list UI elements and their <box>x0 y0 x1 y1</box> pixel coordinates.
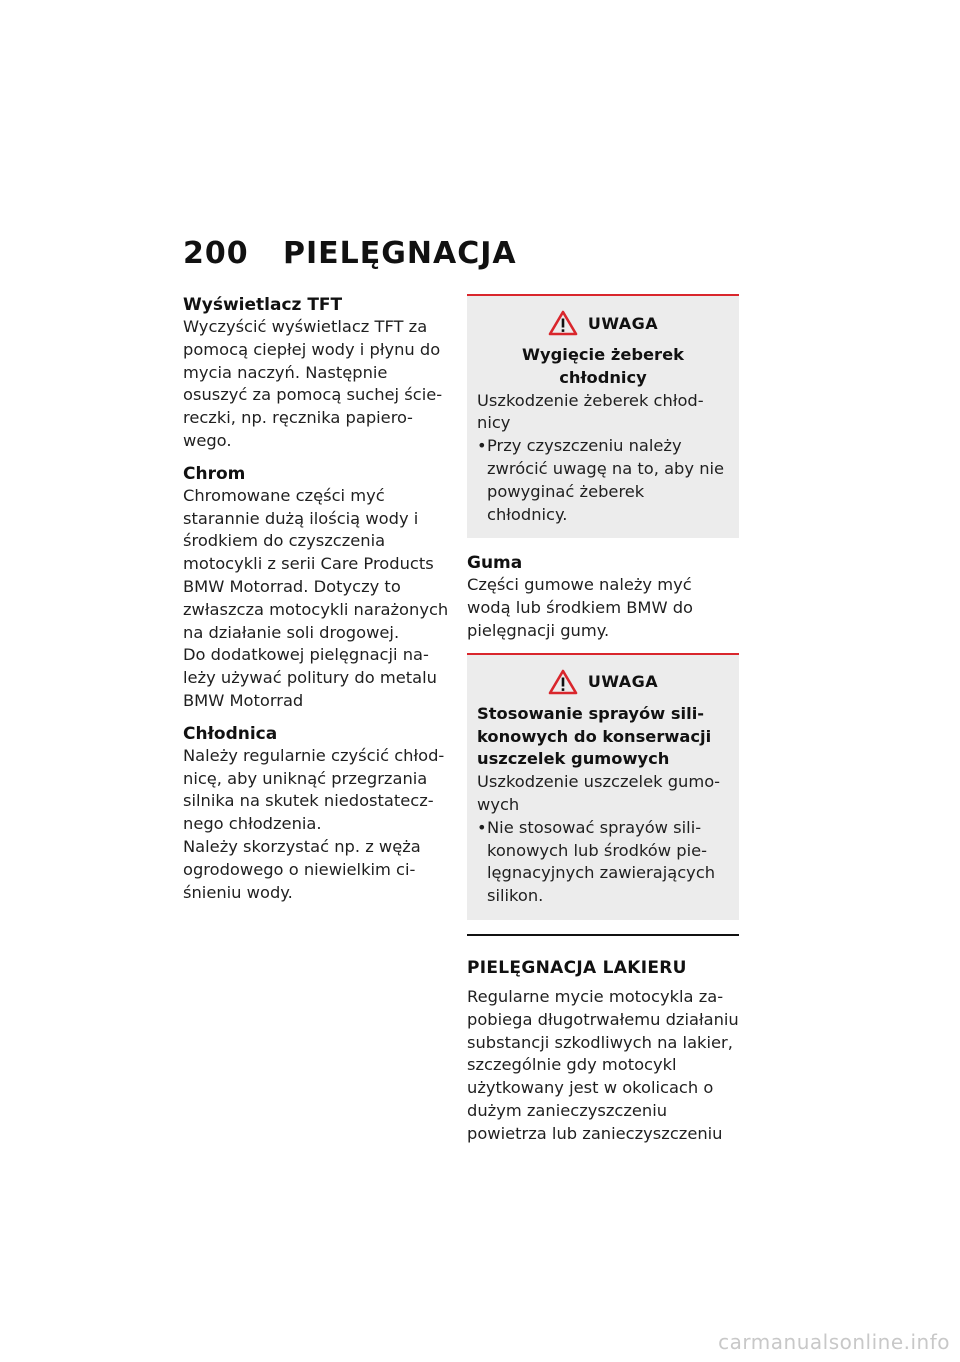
section-guma <box>467 552 739 642</box>
section-tft <box>183 294 453 453</box>
left-column <box>183 294 453 914</box>
warning-bullet <box>477 817 729 908</box>
paragraph: Należy regularnie czyścić chłodnicę, aby uniknąć przegrzania silnika na skutek niedostatecznego chłodzenia. <box>183 745 445 834</box>
page-header <box>183 236 517 271</box>
section-lakier <box>467 934 739 1146</box>
paragraph: Należy skorzystać np. z węża ogrodowego o niewielkim ciśnieniu wody. <box>183 836 421 902</box>
watermark: carmanualsonline.info <box>718 1330 950 1354</box>
warning-description: Uszkodzenie uszczelek gumowych <box>477 772 721 814</box>
section-title-chrom: Chrom <box>183 463 246 484</box>
bullet-icon: • <box>477 817 487 837</box>
right-column <box>467 294 739 1146</box>
warning-description: Uszkodzenie żeberek chłodnicy <box>477 390 704 433</box>
warning-header <box>477 310 729 336</box>
section-title-lakier: PIELĘGNACJA LAKIERU <box>467 958 687 979</box>
warning-label: UWAGA <box>587 313 659 333</box>
section-title-guma: Guma <box>467 553 523 574</box>
warning-triangle-icon <box>548 669 578 695</box>
warning-subtitle: Wygięcie żeberek chłodnicy <box>522 345 684 387</box>
paragraph: Części gumowe należy myć wodą lub środkiem BMW do pielęgnacji gumy. <box>467 575 694 640</box>
page-title: PIELĘGNACJA <box>283 236 517 271</box>
warning-triangle-icon <box>548 310 578 336</box>
warning-subtitle: Stosowanie sprayów silikonowych do konserwacji uszczelek gumowych <box>477 703 712 769</box>
section-chlodnica <box>183 723 453 905</box>
warning-box-silicone <box>467 653 739 920</box>
page-number: 200 <box>183 236 249 271</box>
warning-label: UWAGA <box>587 672 659 692</box>
paragraph: Chromowane części myć starannie dużą ilością wody i środkiem do czyszczenia motocykli z serii Care Products BMW Motorrad. Dotyczy to zwłaszcza motocykli narażonych na działanie soli drogowej. <box>183 485 449 642</box>
bullet-icon: • <box>477 436 487 456</box>
paragraph: Do dodatkowej pielęgnacji należy używać politury do metalu BMW Motorrad <box>183 645 437 710</box>
section-title-chlodnica: Chłodnica <box>183 723 278 744</box>
bullet-text: Przy czyszczeniu należy zwrócić uwagę na to, aby nie powyginać żeberek chłodnicy. <box>487 436 725 524</box>
warning-header <box>477 669 729 695</box>
warning-box-radiator <box>467 294 739 538</box>
section-title-tft: Wyświetlacz TFT <box>183 295 343 315</box>
paragraph: Regularne mycie motocykla zapobiega długotrwałemu działaniu substancji szkodliwych na lakier, szczególnie gdy motocykl użytkowany jest w okolicach o dużym zanieczyszczeniu powietrza lub zanieczyszczeniu <box>467 987 739 1143</box>
warning-bullet <box>477 435 729 526</box>
section-chrom <box>183 463 453 713</box>
paragraph: Wyczyścić wyświetlacz TFT za pomocą ciepłej wody i płynu do mycia naczyń. Następnie osuszyć za pomocą suchej ściereczki, np. ręcznika papierowego. <box>183 317 443 450</box>
bullet-text: Nie stosować sprayów silikonowych lub środków pielęgnacyjnych zawierających silikon. <box>487 817 716 906</box>
